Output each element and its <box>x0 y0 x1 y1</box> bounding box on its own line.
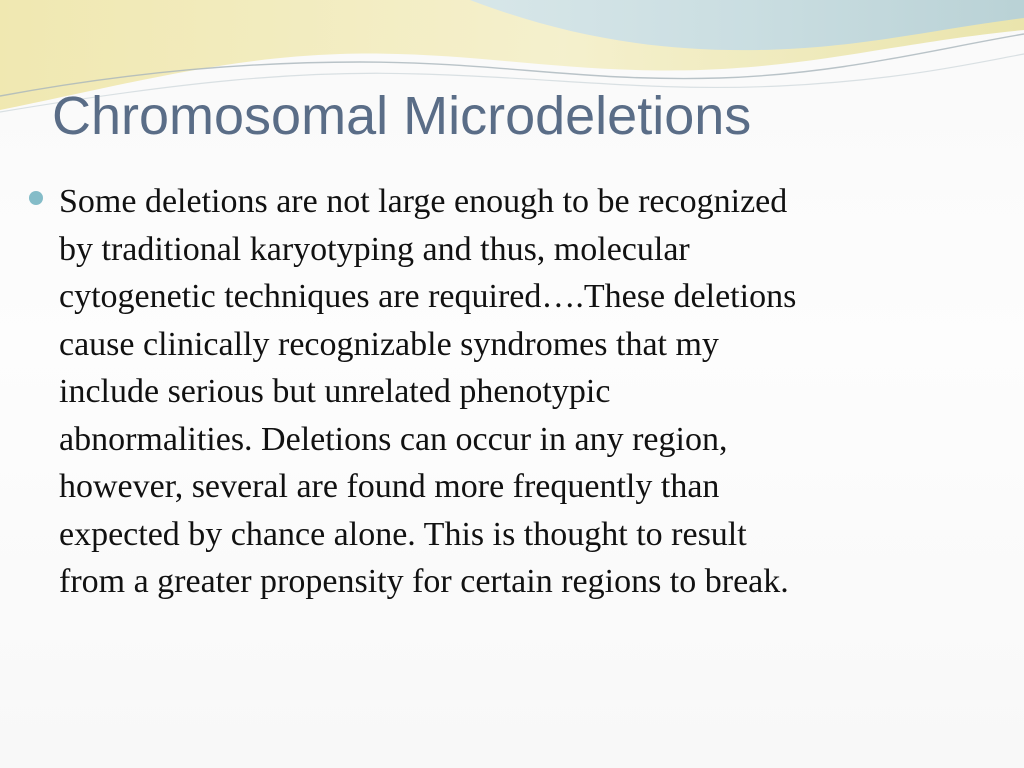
bullet-text: Some deletions are not large enough to be recognized by traditional karyotyping and thus, molecular cytogenetic techniques are required….These deletions cause clinically recognizable syndromes that my include serious but unrelated phenotypic abnormalities. Deletions can occur in any region, however, several are found more frequently than expected by chance alone. This is thought to result from a greater propensity for certain regions to break. <box>59 183 797 600</box>
bullet-item <box>28 178 988 606</box>
bullet-dot-icon <box>29 191 43 205</box>
slide-title: Chromosomal Microdeletions <box>52 86 752 146</box>
bullet-list <box>28 178 988 606</box>
